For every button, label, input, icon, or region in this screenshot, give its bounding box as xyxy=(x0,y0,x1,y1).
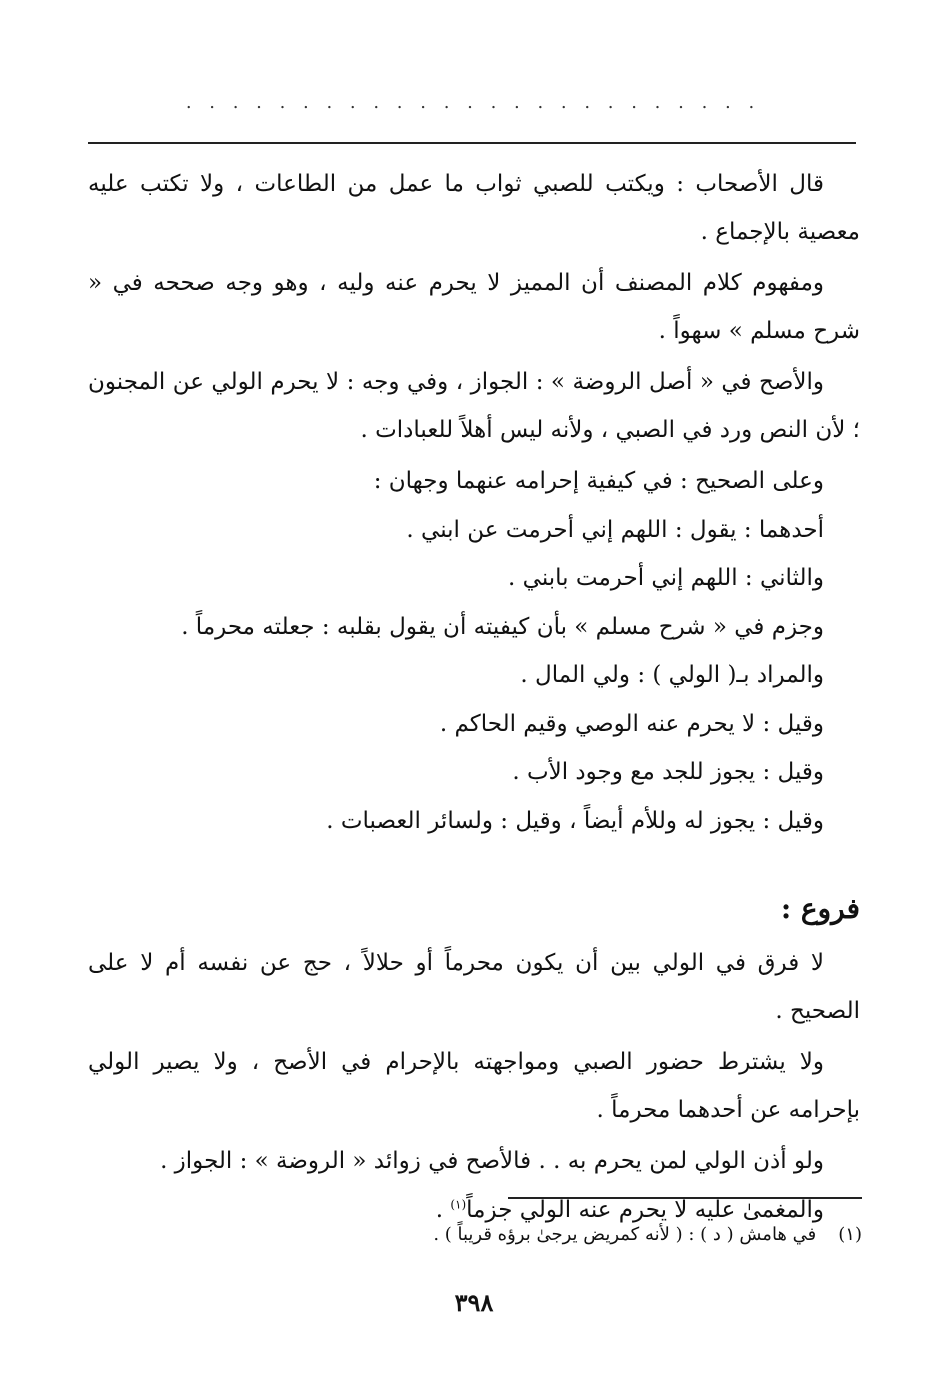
paragraph: ولا يشترط حضور الصبي ومواجهته بالإحرام في الأصح ، ولا يصير الولي بإحرامه عن أحدهما محرماً . xyxy=(88,1049,860,1123)
text-line: ولو أذن الولي لمن يحرم به . . فالأصح في زوائد « الروضة » : الجواز . xyxy=(160,1148,824,1174)
text-line: وعلى الصحيح : في كيفية إحرامه عنهما وجهان : xyxy=(373,468,824,494)
line-end: . xyxy=(435,1196,451,1223)
text-line: وقيل : لا يحرم عنه الوصي وقيم الحاكم . xyxy=(439,710,824,737)
paragraph: والأصح في « أصل الروضة » : الجواز ، وفي وجه : لا يحرم الولي عن المجنون ؛ لأن النص ورد في الصبي ، ولأنه ليس أهلاً للعبادات . xyxy=(88,369,860,443)
text-line: أحدهما : يقول : اللهم إني أحرمت عن ابني . xyxy=(406,516,824,543)
footnote-reference[interactable]: (١) xyxy=(450,1196,467,1211)
main-text xyxy=(88,160,860,1234)
text-line: وجزم في « شرح مسلم » بأن كيفيته أن يقول بقلبه : جعلته محرماً . xyxy=(181,613,824,640)
text-line: وقيل : يجوز له وللأم أيضاً ، وقيل : ولسائر العصبات . xyxy=(326,807,824,834)
section-heading: فروع : xyxy=(780,892,860,925)
line-text: والمغمىٰ عليه لا يحرم عنه الولي جزماً xyxy=(466,1196,824,1223)
paragraph: لا فرق في الولي بين أن يكون محرماً أو حلالاً ، حج عن نفسه أم لا على الصحيح . xyxy=(88,950,860,1024)
footnote-number: (١) xyxy=(838,1224,862,1245)
paragraph: ومفهوم كلام المصنف أن المميز لا يحرم عنه وليه ، وهو وجه صححه في « شرح مسلم » سهواً . xyxy=(88,270,860,344)
header-dotted-rule: . . . . . . . . . . . . . . . . . . . . . . . . . xyxy=(185,92,761,113)
text-line: والثاني : اللهم إني أحرمت بابني . xyxy=(508,565,824,591)
footnote xyxy=(90,1220,862,1250)
header-rule xyxy=(88,142,856,144)
text-line: والمراد بـ( الولي ) : ولي المال . xyxy=(520,662,824,688)
footnote-rule xyxy=(508,1197,862,1199)
text-line: وقيل : يجوز للجد مع وجود الأب . xyxy=(512,759,824,785)
page-number: ٣٩٨ xyxy=(454,1288,494,1317)
paragraph: قال الأصحاب : ويكتب للصبي ثواب ما عمل من الطاعات ، ولا تكتب عليه معصية بالإجماع . xyxy=(88,171,860,245)
footnote-text: في هامش ( د ) : ( لأنه كمريض يرجىٰ برؤه قريباً ) . xyxy=(433,1224,817,1245)
